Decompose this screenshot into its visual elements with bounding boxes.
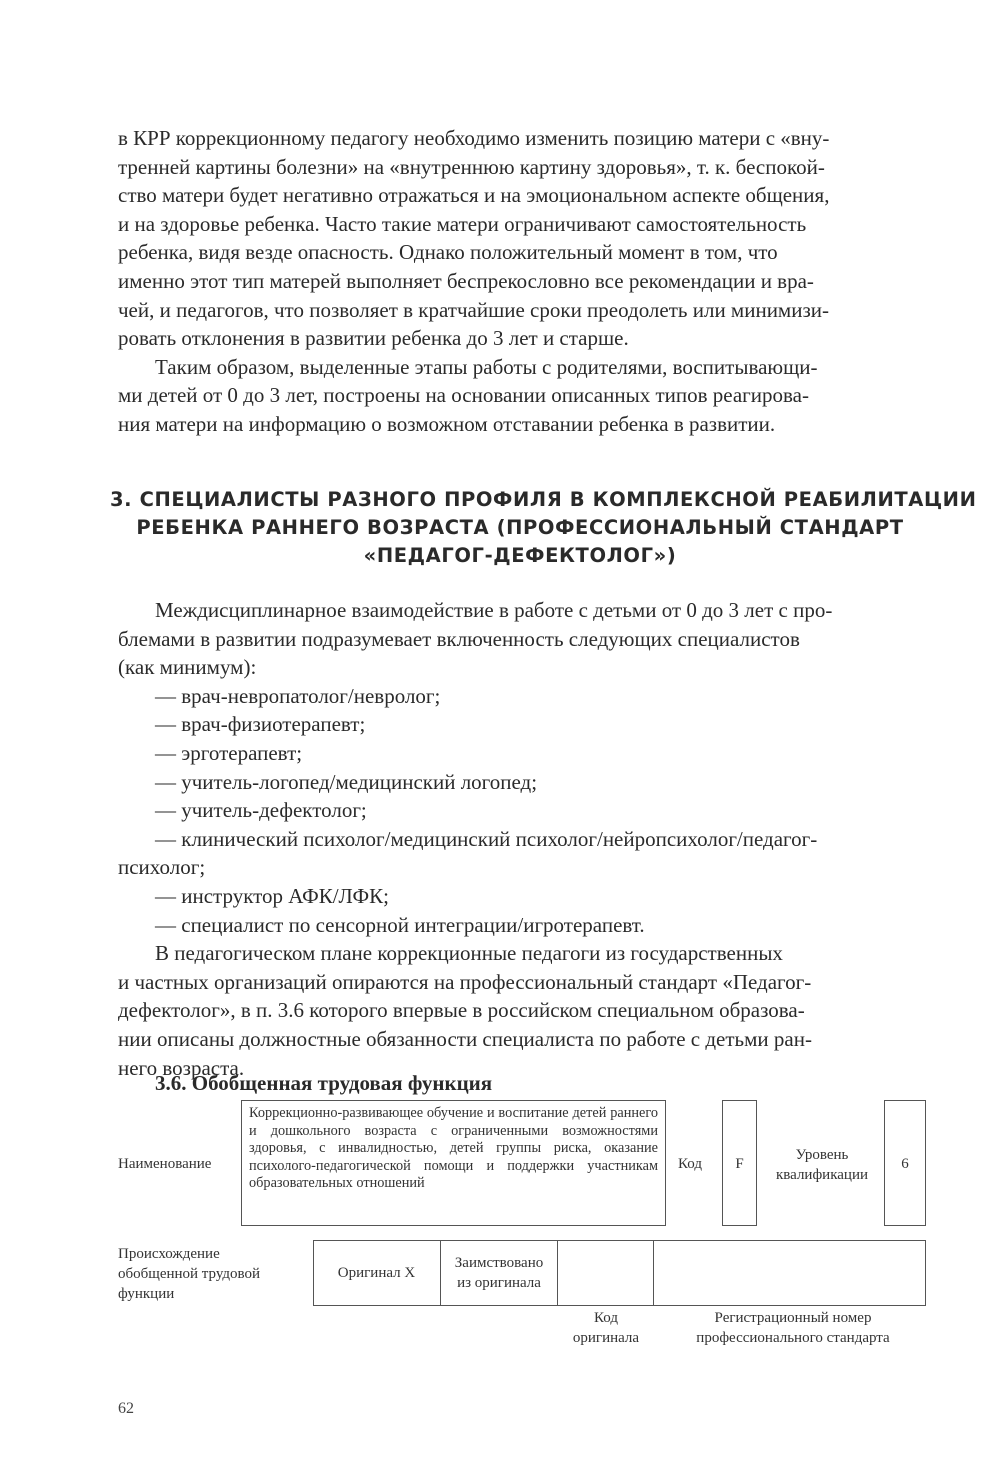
- original-code-caption-line1: Код: [594, 1310, 618, 1326]
- heading-line: «ПЕДАГОГ-ДЕФЕКТОЛОГ»): [363, 544, 677, 567]
- text-line: в КРР коррекционному педагогу необходимо изменить позицию матери с «вну-: [118, 126, 830, 150]
- list-item: — врач-физиотерапевт;: [155, 712, 366, 737]
- list-item: — учитель-дефектолог;: [155, 798, 367, 823]
- borrowed-line1: Заимствовано: [454, 1255, 544, 1271]
- origin-label-line: обобщенной трудовой: [118, 1266, 261, 1282]
- text-line: В педагогическом плане коррекционные педагоги из государственных: [155, 941, 783, 966]
- origin-label-line: функции: [118, 1286, 175, 1302]
- code-cell: [722, 1100, 757, 1226]
- text-line: ния матери на информацию о возможном отставании ребенка в развитии.: [118, 411, 776, 436]
- text-line: чей, и педагогов, что позволяет в кратчайшие сроки преодолеть или минимизи-: [118, 297, 829, 322]
- registration-caption-line1: Регистрационный номер: [714, 1310, 872, 1326]
- original-code-caption-line2: оригинала: [572, 1330, 640, 1346]
- name-label: Наименование: [118, 1156, 212, 1172]
- registration-caption-line2: профессионального стандарта: [696, 1330, 890, 1346]
- text-line: дефектолог», в п. 3.6 которого впервые в российском специальном образова-: [118, 998, 805, 1023]
- text-line: именно этот тип матерей выполняет беспрекословно все рекомендации и вра-: [118, 268, 814, 293]
- text-line: ми детей от 0 до 3 лет, построены на основании описанных типов реагирова-: [118, 383, 809, 408]
- text-line: блемами в развитии подразумевает включенность следующих специалистов: [118, 626, 800, 651]
- list-item: — учитель-логопед/медицинский логопед;: [155, 769, 538, 794]
- code-label: Код: [678, 1156, 702, 1172]
- borrowed-line2: из оригинала: [457, 1275, 541, 1291]
- text-line: ство матери будет негативно отражаться и на эмоциональном аспекте общения,: [118, 183, 830, 208]
- level-value: 6: [901, 1156, 909, 1172]
- text-line: Таким образом, выделенные этапы работы с родителями, воспитывающи-: [155, 354, 818, 379]
- level-label-line2: квалификации: [775, 1167, 869, 1183]
- text-line: тренней картины болезни» на «внутреннюю картину здоровья», т. к. беспокой-: [118, 154, 825, 179]
- text-line: него возраста.: [118, 1055, 245, 1080]
- text-line: нии описаны должностные обязанности специалиста по работе с детьми ран-: [118, 1026, 812, 1051]
- section-heading: [110, 486, 977, 570]
- text-line: Междисциплинарное взаимодействие в работе с детьми от 0 до 3 лет с про-: [155, 598, 833, 622]
- text-line: ребенка, видя везде опасность. Однако положительный момент в том, что: [118, 240, 778, 265]
- subsection-title: 3.6. Обобщенная трудовая функция: [155, 1071, 493, 1095]
- heading-line: РЕБЕНКА РАННЕГО ВОЗРАСТА (ПРОФЕССИОНАЛЬНЫЙ СТАНДАРТ: [136, 516, 904, 539]
- text-line: (как минимум):: [118, 655, 257, 680]
- list-item: — специалист по сенсорной интеграции/игротерапевт.: [155, 912, 645, 937]
- text-line: и на здоровье ребенка. Часто такие матери ограничивают самостоятельность: [118, 211, 807, 236]
- cell-divider: [653, 1240, 654, 1306]
- text-line: и частных организаций опираются на профессиональный стандарт «Педагог-: [118, 969, 812, 994]
- specialists-text-block: [118, 596, 926, 1082]
- level-cell: [884, 1100, 926, 1226]
- cell-divider: [557, 1240, 558, 1306]
- list-item: — клинический психолог/медицинский психолог/нейропсихолог/педагог-: [155, 826, 818, 851]
- function-name-cell: Коррекционно-развивающее обучение и воспитание детей раннего и дошкольного возраста с ограниченными возможностями здоровья, с инвалидностью, детей группы риска, оказание психолого-педагогической помощи и поддержки участникам образовательных отношений: [241, 1100, 666, 1226]
- level-label-line1: Уровень: [795, 1147, 849, 1163]
- intro-text-block: [118, 124, 926, 439]
- text-line: ровать отклонения в развитии ребенка до 3 лет и старше.: [118, 326, 629, 351]
- original-cell: Оригинал X: [337, 1265, 416, 1281]
- list-item: — эрготерапевт;: [155, 740, 303, 765]
- list-item-continuation: психолог;: [118, 855, 206, 880]
- page-number: 62: [118, 1400, 134, 1417]
- list-item: — инструктор АФК/ЛФК;: [155, 883, 389, 908]
- heading-line: 3. СПЕЦИАЛИСТЫ РАЗНОГО ПРОФИЛЯ В КОМПЛЕКСНОЙ РЕАБИЛИТАЦИИ: [110, 488, 977, 511]
- list-item: — врач-невропатолог/невролог;: [155, 683, 441, 708]
- origin-label-line: Происхождение: [118, 1246, 220, 1262]
- cell-divider: [440, 1240, 441, 1306]
- code-value: F: [735, 1156, 744, 1172]
